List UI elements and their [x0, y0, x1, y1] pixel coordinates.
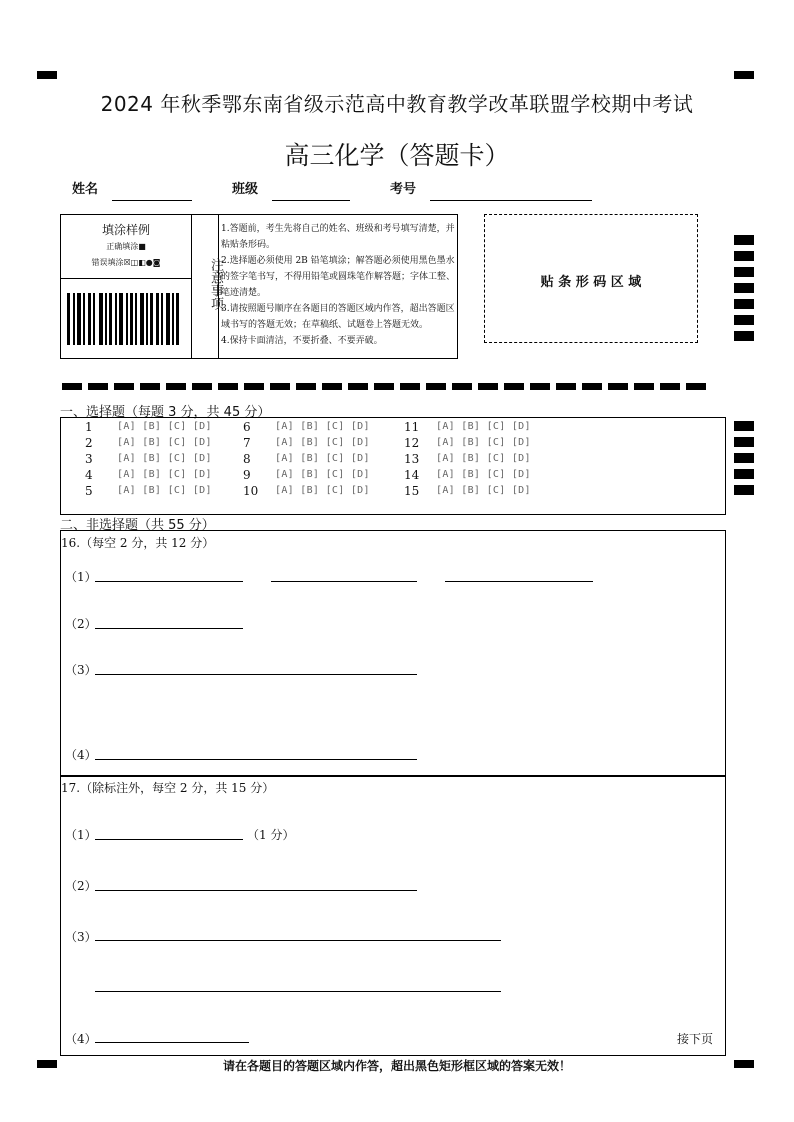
- choice-options-q8[interactable]: [A] [B] [C] [D]: [275, 453, 370, 464]
- timing-mark: [734, 235, 754, 245]
- choice-options-q7[interactable]: [A] [B] [C] [D]: [275, 437, 370, 448]
- timing-mark: [734, 299, 754, 309]
- q17-heading: 17.（除标注外，每空 2 分，共 15 分）: [61, 781, 275, 795]
- q16-answer-box: [60, 530, 726, 777]
- exam-title: 2024 年秋季鄂东南省级示范高中教育教学改革联盟学校期中考试: [100, 92, 694, 116]
- q17-part2-label: （2）: [65, 879, 97, 893]
- question-number: 15: [404, 484, 420, 498]
- question-number: 7: [243, 436, 251, 450]
- notice-item: 1.答题前，考生先将自己的姓名、班级和考号填写清楚，并粘贴条形码。: [221, 224, 455, 250]
- instructions-box: [60, 214, 458, 359]
- choice-options-q4[interactable]: [A] [B] [C] [D]: [117, 469, 212, 480]
- q16-part3-label: （3）: [65, 663, 97, 677]
- q16-heading: 16.（每空 2 分，共 12 分）: [61, 536, 215, 550]
- q17-part3-blank-2[interactable]: [95, 991, 501, 992]
- timing-mark: [734, 283, 754, 293]
- notice-label: 注意事项: [208, 258, 223, 310]
- choice-options-q5[interactable]: [A] [B] [C] [D]: [117, 485, 212, 496]
- q16-part3-blank[interactable]: [95, 674, 417, 675]
- notice-item: 2.选择题必须使用 2B 铅笔填涂；解答题必须使用黑色墨水的签字笔书写，不得用铅笔或圆珠笔作解答题；字体工整、笔迹清楚。: [221, 256, 456, 298]
- name-field[interactable]: [112, 200, 192, 201]
- name-label: 姓名: [72, 182, 99, 197]
- question-number: 10: [243, 484, 259, 498]
- timing-mark: [734, 315, 754, 325]
- timing-mark: [734, 437, 754, 447]
- question-number: 1: [85, 420, 93, 434]
- choice-options-q9[interactable]: [A] [B] [C] [D]: [275, 469, 370, 480]
- question-number: 11: [404, 420, 420, 434]
- corner-mark-top-right: [734, 71, 754, 79]
- question-number: 6: [243, 420, 251, 434]
- q16-part4-blank[interactable]: [95, 759, 417, 760]
- sample-wrong: 错误填涂☒◫◧●◙: [91, 258, 161, 267]
- timing-mark: [734, 267, 754, 277]
- q16-part2-blank[interactable]: [95, 628, 243, 629]
- question-number: 13: [404, 452, 420, 466]
- choice-options-q11[interactable]: [A] [B] [C] [D]: [436, 421, 531, 432]
- timing-mark: [734, 251, 754, 261]
- question-number: 5: [85, 484, 93, 498]
- choice-options-q1[interactable]: [A] [B] [C] [D]: [117, 421, 212, 432]
- q17-part4-blank[interactable]: [95, 1042, 249, 1043]
- exam-no-field[interactable]: [430, 200, 592, 201]
- q16-part4-label: （4）: [65, 748, 97, 762]
- notice-list: [221, 221, 455, 349]
- question-number: 2: [85, 436, 93, 450]
- footer-notice: 请在各题目的答题区域内作答，超出黑色矩形框区域的答案无效！: [222, 1059, 571, 1073]
- choice-options-q13[interactable]: [A] [B] [C] [D]: [436, 453, 531, 464]
- barcode-paste-area: [484, 214, 698, 343]
- sample-correct: 正确填涂■: [106, 242, 146, 251]
- timing-mark: [734, 421, 754, 431]
- barcode-image: [67, 293, 185, 345]
- section2-title: 二、非选择题（共 55 分）: [60, 518, 215, 533]
- timing-mark: [734, 331, 754, 341]
- question-number: 3: [85, 452, 93, 466]
- choice-options-q15[interactable]: [A] [B] [C] [D]: [436, 485, 531, 496]
- q17-part1-label: （1）: [65, 828, 97, 842]
- q16-part2-label: （2）: [65, 617, 97, 631]
- class-field[interactable]: [272, 200, 350, 201]
- notice-item: 4.保持卡面清洁，不要折叠、不要弄破。: [221, 336, 383, 346]
- choice-options-q14[interactable]: [A] [B] [C] [D]: [436, 469, 531, 480]
- q16-part1-blank-2[interactable]: [271, 581, 417, 582]
- q17-part2-blank[interactable]: [95, 890, 417, 891]
- corner-mark-top-left: [37, 71, 57, 79]
- exam-no-label: 考号: [390, 182, 417, 197]
- choice-options-q3[interactable]: [A] [B] [C] [D]: [117, 453, 212, 464]
- q17-part3-label: （3）: [65, 930, 97, 944]
- question-number: 14: [404, 468, 420, 482]
- question-number: 12: [404, 436, 420, 450]
- q16-part1-label: （1）: [65, 570, 97, 584]
- choice-answer-box: [60, 417, 726, 515]
- question-number: 8: [243, 452, 251, 466]
- choice-options-q2[interactable]: [A] [B] [C] [D]: [117, 437, 212, 448]
- timing-mark: [734, 469, 754, 479]
- q16-part1-blank-1[interactable]: [95, 581, 243, 582]
- q17-part3-blank-1[interactable]: [95, 940, 501, 941]
- class-label: 班级: [232, 182, 259, 197]
- question-number: 9: [243, 468, 251, 482]
- q16-part1-blank-3[interactable]: [445, 581, 593, 582]
- q17-part4-label: （4）: [65, 1032, 97, 1046]
- q17-part1-note: （1 分）: [247, 828, 295, 842]
- timing-mark: [734, 453, 754, 463]
- timing-mark: [734, 485, 754, 495]
- continue-next-page: 接下页: [677, 1032, 714, 1046]
- q17-part1-blank[interactable]: [95, 839, 243, 840]
- choice-options-q6[interactable]: [A] [B] [C] [D]: [275, 421, 370, 432]
- section1-title: 一、选择题（每题 3 分，共 45 分）: [60, 405, 271, 420]
- choice-options-q12[interactable]: [A] [B] [C] [D]: [436, 437, 531, 448]
- choice-options-q10[interactable]: [A] [B] [C] [D]: [275, 485, 370, 496]
- notice-item: 3.请按照题号顺序在各题目的答题区域内作答，超出答题区域书写的答题无效；在草稿纸、试题卷上答题无效。: [221, 304, 455, 330]
- barcode-area-label: 贴 条 形 码 区 域: [540, 275, 642, 290]
- question-number: 4: [85, 468, 93, 482]
- q17-answer-box: [60, 775, 726, 1056]
- sample-title: 填涂样例: [101, 223, 150, 237]
- card-subtitle: 高三化学（答题卡）: [284, 141, 510, 170]
